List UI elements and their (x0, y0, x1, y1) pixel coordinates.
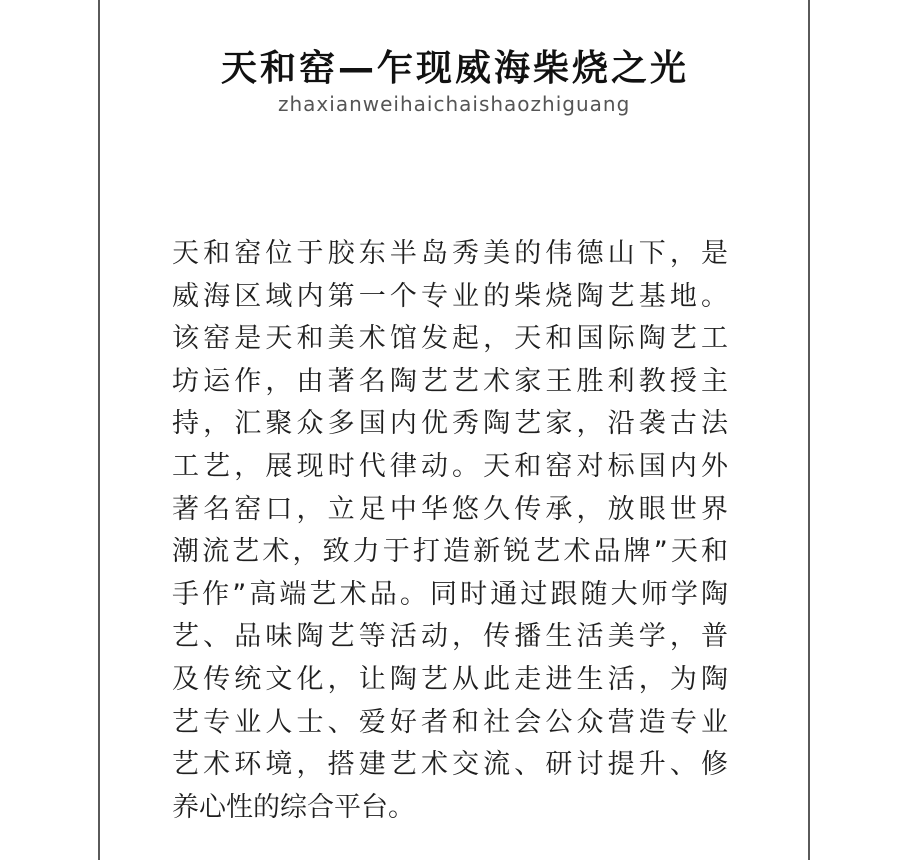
body-line: 威海区域内第一个专业的柴烧陶艺基地。 (172, 280, 728, 312)
body-line: 养心性的综合平台。 (172, 791, 415, 823)
body-line: 著名窑口，立足中华悠久传承，放眼世界 (172, 493, 728, 525)
body-line: 持，汇聚众多国内优秀陶艺家，沿袭古法 (172, 408, 728, 440)
body-line: 及传统文化，让陶艺从此走进生活，为陶 (172, 663, 728, 695)
article-subtitle-pinyin: zhaxianweihaichaishaozhiguang (278, 92, 631, 116)
article-body (172, 233, 728, 829)
body-line: 潮流艺术，致力于打造新锐艺术品牌”天和 (172, 536, 728, 568)
body-line: 艺术环境，搭建艺术交流、研讨提升、修 (172, 749, 728, 781)
body-line: 艺专业人士、爱好者和社会公众营造专业 (172, 706, 728, 738)
body-line: 手作”高端艺术品。同时通过跟随大师学陶 (172, 578, 728, 610)
body-line: 工艺，展现时代律动。天和窑对标国内外 (172, 450, 728, 482)
body-line: 坊运作，由著名陶艺艺术家王胜利教授主 (172, 365, 728, 397)
body-line: 该窑是天和美术馆发起，天和国际陶艺工 (172, 323, 728, 355)
body-line: 艺、品味陶艺等活动，传播生活美学，普 (172, 621, 728, 653)
article-frame (98, 0, 810, 860)
body-line: 天和窑位于胶东半岛秀美的伟德山下，是 (172, 238, 728, 269)
article-title: 天和窑—乍现威海柴烧之光 (220, 48, 689, 89)
